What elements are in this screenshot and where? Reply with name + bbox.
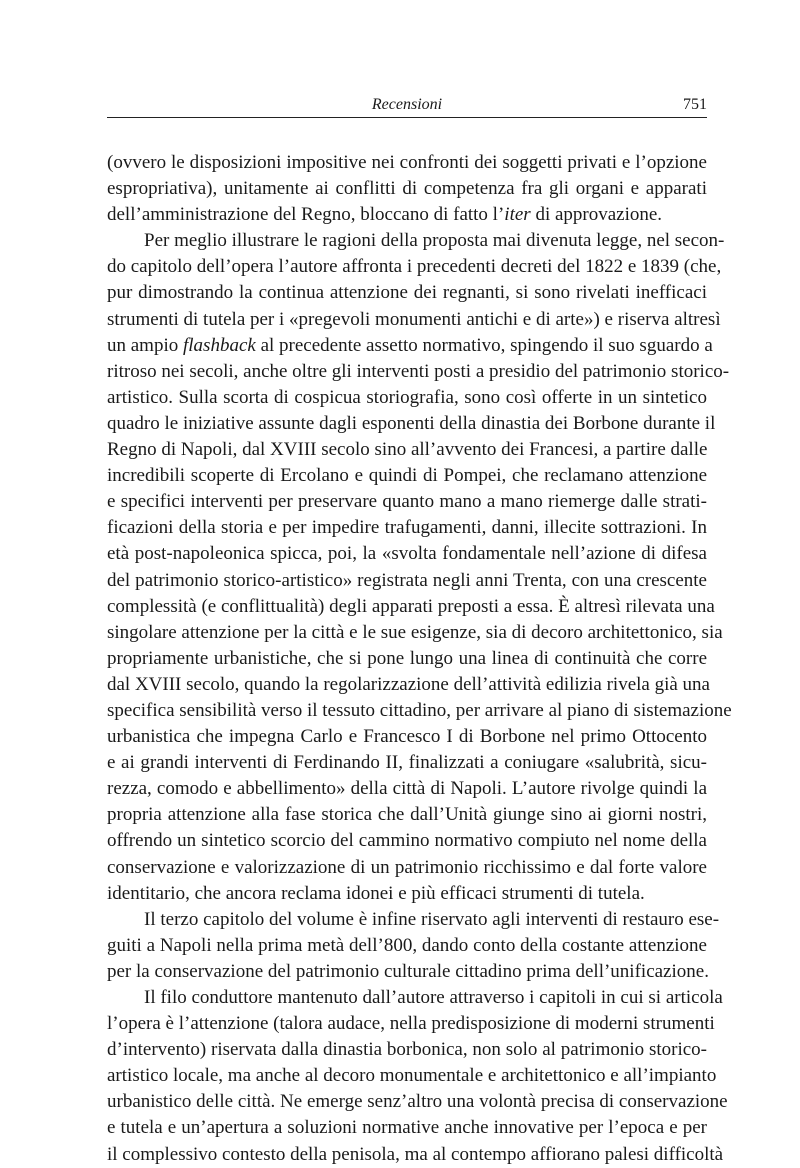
text-line: Regno di Napoli, dal XVIII secolo sino all’avvento dei Francesi, a partire dalle — [107, 439, 708, 461]
text-line: per la conservazione del patrimonio culturale cittadino prima dell’unificazione. — [107, 960, 709, 982]
text-line: e ai grandi interventi di Ferdinando II, finalizzati a coniugare «salubrità, sicu- — [107, 752, 707, 774]
text-line: do capitolo dell’opera l’autore affronta i precedenti decreti del 1822 e 1839 (che, — [107, 256, 722, 278]
text-line: urbanistico delle città. Ne emerge senz’altro una volontà precisa di conservazione — [107, 1091, 728, 1113]
text-line: dal XVIII secolo, quando la regolarizzazione dell’attività edilizia rivela già una — [107, 673, 710, 695]
text-line: l’opera è l’attenzione (talora audace, nella predisposizione di moderni strumenti — [107, 1013, 715, 1035]
text-line: dell’amministrazione del Regno, bloccano di fatto l’iter di approvazione. — [107, 204, 663, 226]
text-line: specifica sensibilità verso il tessuto cittadino, per arrivare al piano di sistemazione — [107, 699, 732, 721]
text-line: artistico locale, ma anche al decoro monumentale e architettonico e all’impianto — [107, 1065, 717, 1087]
text-line: artistico. Sulla scorta di cospicua storiografia, sono così offerte in un sintetico — [107, 386, 707, 408]
text-line: d’intervento) riservata dalla dinastia borbonica, non solo al patrimonio storico- — [107, 1039, 707, 1061]
text-line: (ovvero le disposizioni impositive nei confronti dei soggetti privati e l’opzione — [107, 152, 707, 173]
text-line: urbanistica che impegna Carlo e Francesco I di Borbone nel primo Ottocento — [107, 726, 707, 748]
text-line: incredibili scoperte di Ercolano e quindi di Pompei, che reclamano attenzione — [107, 465, 707, 487]
text-line: propriamente urbanistiche, che si pone lungo una linea di continuità che corre — [107, 647, 707, 669]
text-line: Il filo conduttore mantenuto dall’autore attraverso i capitoli in cui si articola — [144, 987, 723, 1008]
page-number: 751 — [683, 96, 707, 113]
text-line: e specifici interventi per preservare quanto mano a mano riemerge dalle strati- — [107, 491, 707, 513]
text-line: identitario, che ancora reclama idonei e più efficaci strumenti di tutela. — [107, 882, 645, 904]
text-line: offrendo un sintetico scorcio del cammino normativo compiuto nel nome della — [107, 830, 707, 852]
running-head — [107, 95, 707, 118]
italic-term: flashback — [183, 334, 256, 356]
text-line: espropriativa), unitamente ai conflitti di competenza fra gli organi e apparati — [107, 178, 707, 200]
italic-term: iter — [504, 204, 531, 226]
text-line: ritroso nei secoli, anche oltre gli interventi posti a presidio del patrimonio storico- — [107, 360, 730, 382]
text-line: Il terzo capitolo del volume è infine riservato agli interventi di restauro ese- — [144, 908, 720, 930]
text-line: rezza, comodo e abbellimento» della città di Napoli. L’autore rivolge quindi la — [107, 778, 707, 800]
text-line: singolare attenzione per la città e le sue esigenze, sia di decoro architettonico, sia — [107, 621, 723, 643]
text-line: Per meglio illustrare le ragioni della proposta mai divenuta legge, nel secon- — [144, 230, 725, 252]
text-line: propria attenzione alla fase storica che dall’Unità giunge sino ai giorni nostri, — [107, 804, 707, 826]
running-title: Recensioni — [371, 96, 443, 113]
text-line: un ampio flashback al precedente assetto normativo, spingendo il suo sguardo a — [107, 334, 713, 356]
text-line: ficazioni della storia e per impedire trafugamenti, danni, illecite sottrazioni. In — [107, 517, 707, 539]
text-line: guiti a Napoli nella prima metà dell’800, dando conto della costante attenzione — [107, 934, 707, 956]
text-line: complessità (e conflittualità) degli apparati preposti a essa. È altresì rilevata una — [107, 595, 715, 617]
text-line: strumenti di tutela per i «pregevoli monumenti antichi e di arte») e riserva altresì — [107, 308, 721, 330]
text-line: quadro le iniziative assunte dagli esponenti della dinastia dei Borbone durante il — [107, 412, 716, 434]
text-line: conservazione e valorizzazione di un patrimonio ricchissimo e dal forte valore — [107, 856, 707, 878]
body-text — [107, 150, 732, 1168]
text-line: del patrimonio storico-artistico» registrata negli anni Trenta, con una crescente — [107, 569, 707, 591]
text-line: età post-napoleonica spicca, poi, la «svolta fondamentale nell’azione di difesa — [107, 543, 707, 565]
text-line: pur dimostrando la continua attenzione dei regnanti, si sono rivelati inefficaci — [107, 282, 707, 304]
text-line: il complessivo contesto della penisola, ma al contempo affiorano palesi difficoltà — [107, 1143, 724, 1165]
text-line: e tutela e un’apertura a soluzioni normative anche innovative per l’epoca e per — [107, 1117, 707, 1139]
